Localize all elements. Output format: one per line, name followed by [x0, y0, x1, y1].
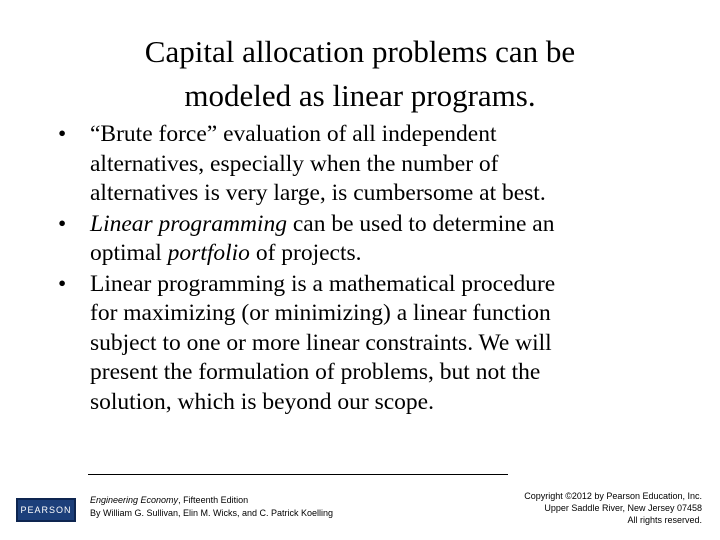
bullet-2-line-2 [90, 239, 698, 269]
bullet-2-line-1-rest: can be used to determine an [286, 210, 555, 237]
bullet-1-line-1: “Brute force” evaluation of all independent [90, 121, 497, 147]
slide-title [60, 30, 660, 118]
bullet-2-line-2-post: of projects. [249, 240, 362, 266]
bullet-3-line-1: Linear programming is a mathematical procedure [90, 270, 556, 297]
bullet-item-3 [58, 270, 698, 418]
book-title: Engineering Economy [90, 495, 179, 505]
footer-book-line [90, 494, 420, 507]
copyright-line-1: Copyright ©2012 by Pearson Education, Inc. [524, 491, 702, 501]
bullet-item-2 [58, 210, 698, 269]
pearson-logo: PEARSON [16, 498, 76, 522]
bullet-3-line-3: subject to one or more linear constraints. We will [90, 329, 552, 356]
bullet-dot-icon: • [58, 270, 67, 297]
emphasis-linear-programming: Linear programming [90, 210, 287, 237]
bullet-dot-icon: • [58, 121, 67, 147]
bullet-3-line-2: for maximizing (or minimizing) a linear function [90, 300, 551, 326]
copyright-line-2: Upper Saddle River, New Jersey 07458 [544, 503, 702, 513]
copyright-line-3: All rights reserved. [627, 515, 702, 525]
emphasis-portfolio: portfolio [167, 240, 250, 266]
bullet-2-line-1 [90, 210, 698, 240]
footer-copyright [462, 490, 702, 526]
footer-book-info [90, 494, 420, 520]
title-line-1: Capital allocation problems can be [144, 34, 576, 69]
bullet-1-line-2: alternatives, especially when the number of [90, 150, 499, 177]
bullet-item-1 [58, 120, 698, 209]
footer-authors: By William G. Sullivan, Elin M. Wicks, and C. Patrick Koelling [90, 508, 334, 518]
bullet-list [58, 120, 698, 418]
bullet-1-line-3: alternatives is very large, is cumbersome at best. [90, 180, 546, 206]
title-line-2: modeled as linear programs. [184, 78, 536, 113]
bullet-dot-icon: • [58, 210, 67, 237]
bullet-3-line-4: present the formulation of problems, but not the [90, 359, 541, 385]
book-edition: , Fifteenth Edition [178, 495, 249, 505]
footer-divider [88, 474, 508, 475]
bullet-2-line-2-pre: optimal [90, 240, 168, 266]
bullet-3-line-5: solution, which is beyond our scope. [90, 388, 434, 415]
